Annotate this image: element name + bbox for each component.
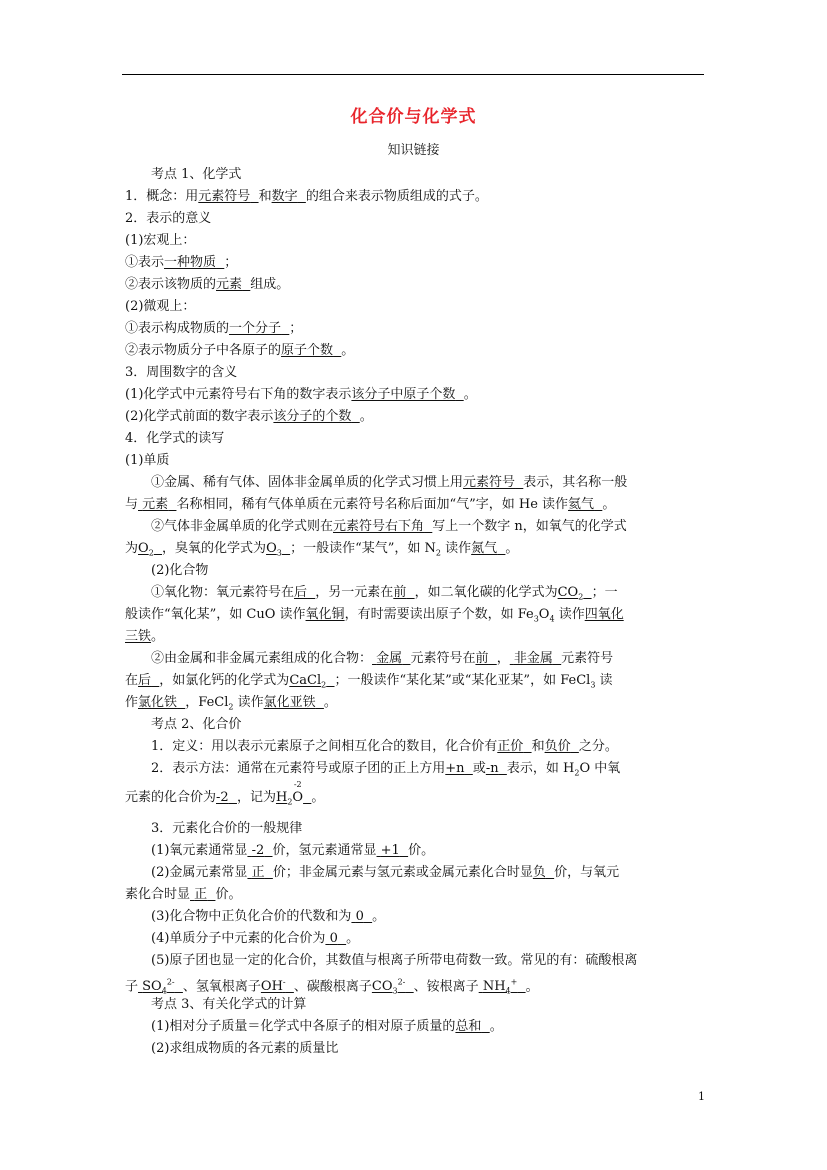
rule-line-5: (5)原子团也显一定的化合价，其数值与根离子所带电荷数一致。常见的有：硫酸根离 bbox=[151, 953, 638, 968]
blank-answer: 元素 bbox=[142, 497, 169, 512]
oxide-line-2: 般读作“氧化某”，如 CuO 读作氧化铜，有时需要读出原子个数，如 $Fe_3O_4$ 读作四氧化 bbox=[125, 607, 624, 624]
calc-line-2: (2)求组成物质的各元素的质量比 bbox=[151, 1041, 339, 1056]
blank-answer: 负 bbox=[532, 865, 546, 880]
simple-line-1: ①金属、稀有气体、固体非金属单质的化学式习惯上用元素符号 表示，其名称一般 bbox=[151, 475, 628, 490]
blank-answer: 金属 bbox=[376, 651, 403, 666]
blank-answer: -n bbox=[485, 761, 499, 776]
calc-line-1: (1)相对分子质量＝化学式中各原子的相对原子质量的总和 。 bbox=[151, 1019, 503, 1034]
header-rule bbox=[122, 74, 704, 75]
blank-answer: $CO_3^{2-}$ bbox=[371, 978, 406, 996]
simple-line-1b: 与 元素 名称相同，稀有气体单质在元素符号名称后面加“气”字，如 He 读作氦气 。 bbox=[125, 497, 616, 512]
blank-answer: 该分子中原子个数 bbox=[351, 387, 456, 402]
rule-line-4: (4)单质分子中元素的化合价为 0 。 bbox=[151, 931, 360, 946]
blank-answer: $NH_4^+$ bbox=[482, 978, 518, 996]
blank-answer: 该分子的个数 bbox=[273, 409, 352, 424]
blank-answer: 元素符号右下角 bbox=[333, 519, 425, 534]
blank-answer: 氯化亚铁 bbox=[263, 695, 316, 710]
micro-line-2: ②表示物质分子中各原子的原子个数 。 bbox=[125, 343, 355, 358]
simple-heading: (1)单质 bbox=[125, 453, 170, 468]
blank-answer: 原子个数 bbox=[281, 343, 334, 358]
blank-answer: 三铁 bbox=[125, 629, 152, 644]
macro-heading: (1)宏观上： bbox=[125, 233, 196, 248]
blank-answer: 正 bbox=[251, 865, 265, 880]
blank-answer: 正 bbox=[194, 887, 208, 902]
rules-heading: 3．元素化合价的一般规律 bbox=[151, 821, 303, 836]
metal-line-2: 在后 ，如氯化钙的化学式为CaCl$_2$ ；一般读作“某化某”或“某化亚某”，如 FeCl$_3$ 读 bbox=[125, 673, 613, 690]
blank-answer: 四氧化 bbox=[584, 607, 624, 622]
blank-answer: 0 bbox=[329, 931, 338, 946]
blank-answer: 后 bbox=[138, 673, 152, 688]
rule-line-2: (2)金属元素常显 正 价；非金属元素与氢元素或金属元素化合时显负 价，与氧元 bbox=[151, 865, 620, 880]
page-title: 化合价与化学式 bbox=[350, 107, 477, 127]
blank-answer: CaCl$_2$ bbox=[289, 673, 327, 690]
section2-heading: 考点 2、化合价 bbox=[151, 717, 242, 732]
blank-answer: 前 bbox=[475, 651, 489, 666]
blank-answer: 后 bbox=[294, 585, 308, 600]
blank-answer: -2 bbox=[216, 790, 229, 805]
blank-answer: $O_3$ bbox=[266, 541, 282, 558]
blank-answer: 一个分子 bbox=[229, 321, 282, 336]
digit-line-2: (2)化学式前面的数字表示该分子的个数 。 bbox=[125, 409, 373, 424]
micro-heading: (2)微观上： bbox=[125, 299, 196, 314]
blank-answer: 非金属 bbox=[513, 651, 553, 666]
digits-heading: 3．周围数字的含义 bbox=[125, 365, 238, 380]
definition-line: 1．定义：用以表示元素原子之间相互化合的数目，化合价有正价 和负价 之分。 bbox=[151, 739, 618, 754]
oxide-line-1: ①氧化物：氧元素符号在后 ，另一元素在前 ，如二氧化碳的化学式为$CO_2$ ；一 bbox=[151, 585, 618, 602]
rule-line-2b: 素化合时显 正 价。 bbox=[125, 887, 242, 902]
blank-answer: 0 bbox=[355, 909, 364, 924]
page-number: 1 bbox=[698, 1090, 705, 1103]
blank-answer: 氮气 bbox=[471, 541, 498, 556]
blank-answer: 总和 bbox=[455, 1019, 482, 1034]
rule-line-1: (1)氧元素通常显 -2 价，氢元素通常显 +1 价。 bbox=[151, 843, 435, 858]
metal-line-1: ②由金属和非金属元素组成的化合物： 金属 元素符号在前 ， 非金属 元素符号 bbox=[151, 651, 614, 666]
blank-answer: 前 bbox=[393, 585, 407, 600]
blank-answer: 元素 bbox=[216, 277, 243, 292]
metal-line-3: 作氯化铁 ，FeCl$_2$ 读作氯化亚铁 。 bbox=[125, 695, 337, 712]
blank-answer: $O_2$ bbox=[138, 541, 154, 558]
blank-answer: 正价 bbox=[497, 739, 524, 754]
blank-answer: 数字 bbox=[271, 189, 298, 204]
oxide-line-3: 三铁。 bbox=[125, 629, 165, 644]
blank-answer: $SO_4^{2-}$ bbox=[142, 978, 175, 996]
simple-line-2: ②气体非金属单质的化学式则在元素符号右下角 写上一个数字 n，如氧气的化学式 bbox=[151, 519, 627, 534]
rule-line-5b: 子 $SO_4^{2-}$ 、氢氧根离子OH- 、碳酸根离子$CO_3^{2-}$ 、铵根离子 $NH_4^+$ 。 bbox=[125, 978, 539, 996]
blank-answer: 氯化铁 bbox=[138, 695, 178, 710]
blank-answer: +1 bbox=[380, 843, 400, 858]
micro-line-1: ①表示构成物质的一个分子 ； bbox=[125, 321, 303, 336]
valence-formula: $H_2$ -2 O bbox=[275, 780, 304, 807]
blank-answer: 一种物质 bbox=[164, 255, 217, 270]
blank-answer: 元素符号 bbox=[198, 189, 251, 204]
compound-heading: (2)化合物 bbox=[151, 563, 209, 578]
simple-line-2b: 为$O_2$ ，臭氧的化学式为$O_3$ ；一般读作“某气”，如 $N_2$ 读作氮气 。 bbox=[125, 541, 519, 558]
macro-line-1: ①表示一种物质 ； bbox=[125, 255, 238, 270]
representation-line-2: 元素的化合价为-2 ，记为$H_2$ -2 O 。 bbox=[125, 780, 325, 807]
digit-line-1: (1)化学式中元素符号右下角的数字表示该分子中原子个数 。 bbox=[125, 387, 477, 402]
blank-answer: 氦气 bbox=[568, 497, 595, 512]
macro-line-2: ②表示该物质的元素 组成。 bbox=[125, 277, 290, 292]
concept-line: 1．概念：用元素符号 和数字 的组合来表示物质组成的式子。 bbox=[125, 189, 488, 204]
rw-heading: 4．化学式的读写 bbox=[125, 431, 225, 446]
blank-answer: 元素符号 bbox=[463, 475, 516, 490]
meaning-heading: 2．表示的意义 bbox=[125, 211, 212, 226]
blank-answer: -2 bbox=[251, 843, 265, 858]
rule-line-3: (3)化合物中正负化合价的代数和为 0 。 bbox=[151, 909, 386, 924]
blank-answer: 氧化铜 bbox=[305, 607, 345, 622]
page-subtitle: 知识链接 bbox=[387, 143, 440, 158]
blank-answer: +n bbox=[445, 761, 465, 776]
representation-line-1: 2．表示方法：通常在元素符号或原子团的正上方用+n 或-n 表示，如 $H_2O$ 中氧 bbox=[151, 761, 621, 778]
blank-answer: OH- bbox=[260, 978, 286, 995]
blank-answer: $CO_2$ bbox=[557, 585, 584, 602]
blank-answer: 负价 bbox=[544, 739, 571, 754]
section3-heading: 考点 3、有关化学式的计算 bbox=[151, 997, 307, 1012]
section1-heading: 考点 1、化学式 bbox=[151, 167, 242, 182]
